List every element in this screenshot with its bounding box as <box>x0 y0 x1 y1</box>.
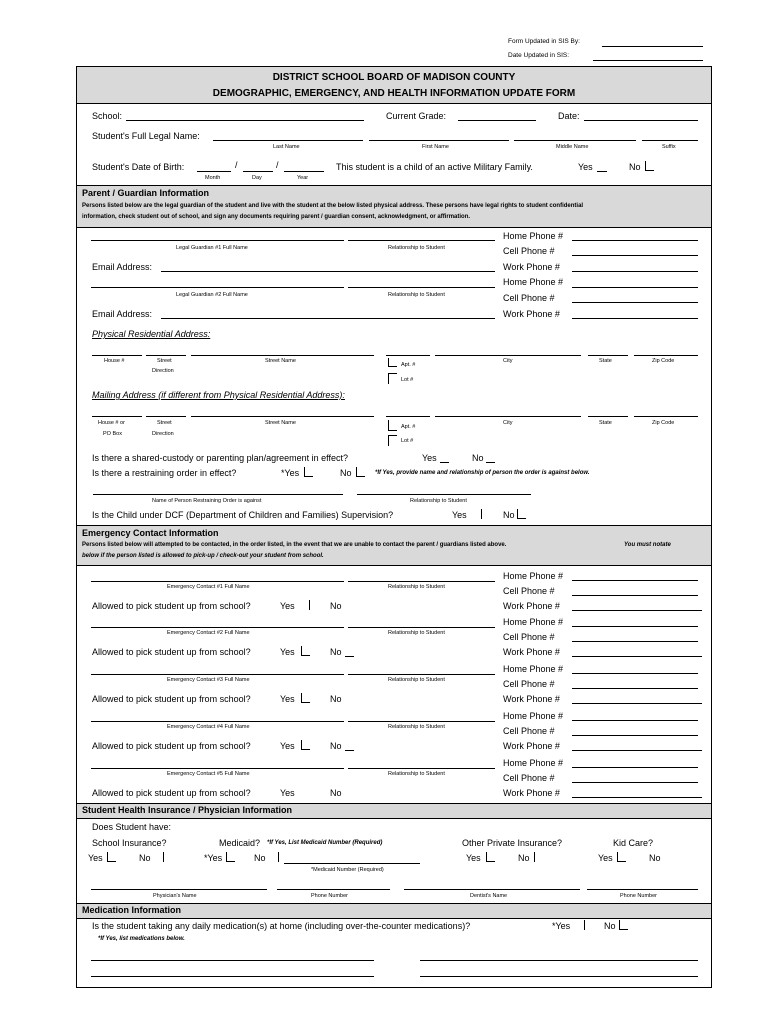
physical-address-heading: Physical Residential Address: <box>92 329 211 339</box>
lot-check[interactable] <box>388 373 397 384</box>
street-caption: Street <box>157 420 172 426</box>
lot-caption: Lot # <box>401 377 414 383</box>
school-field[interactable] <box>126 120 364 121</box>
ec3-name-caption: Emergency Contact #3 Full Name <box>167 677 250 683</box>
ec5-relationship-field[interactable] <box>348 768 495 769</box>
restraining-question: Is there a restraining order in effect? <box>92 468 237 478</box>
month-caption: Month <box>205 175 221 181</box>
mail-street-name-field[interactable] <box>191 416 374 417</box>
ec2-home-phone-field[interactable] <box>572 626 698 627</box>
restraining-note: *If Yes, provide name and relationship of person the order is against below. <box>375 470 590 476</box>
ec3-relationship-field[interactable] <box>348 674 495 675</box>
state-field[interactable] <box>588 355 628 356</box>
ec4-pickup-yes-check[interactable] <box>301 740 310 750</box>
pickup-question: Allowed to pick student up from school? <box>92 647 251 657</box>
custody-no: No <box>472 453 484 463</box>
restraining-no-check[interactable] <box>356 467 365 477</box>
ec1-relationship-field[interactable] <box>348 581 495 582</box>
suffix-field[interactable] <box>642 140 698 141</box>
first-name-caption: First Name <box>422 144 449 150</box>
medication-note: *If Yes, list medications below. <box>98 936 185 942</box>
ec2-cell-phone-field[interactable] <box>572 641 698 642</box>
ec1-pickup-yes-check[interactable] <box>309 600 310 610</box>
mail-zip-field[interactable] <box>634 416 698 417</box>
ec2-relationship-field[interactable] <box>348 627 495 628</box>
header-line1: DISTRICT SCHOOL BOARD OF MADISON COUNTY <box>272 72 516 83</box>
work-phone-label: Work Phone # <box>503 647 560 657</box>
last-name-field[interactable] <box>213 140 363 141</box>
medicaid-label: Medicaid? <box>219 838 261 848</box>
ec3-cell-phone-field[interactable] <box>572 688 698 689</box>
ec3-home-phone-field[interactable] <box>572 673 698 674</box>
physician-caption: Physician's Name <box>153 893 197 899</box>
mail-apt-check[interactable] <box>388 420 397 431</box>
zip-caption: Zip Code <box>652 358 675 364</box>
school-label: School: <box>92 111 123 121</box>
ec2-work-phone-field[interactable] <box>572 656 702 657</box>
lot-caption: Lot # <box>401 438 414 444</box>
school-ins-no-check[interactable] <box>163 852 164 862</box>
zip-field[interactable] <box>634 355 698 356</box>
military-yes: Yes <box>578 162 593 172</box>
middle-name-caption: Middle Name <box>556 144 589 150</box>
work-phone-label: Work Phone # <box>503 788 560 798</box>
parent-notice-1: Persons listed below are the legal guardian of the student and live with the student at the below listed physical address. These persons have legal rights to student confidential <box>82 203 584 209</box>
relationship-caption: Relationship to Student <box>388 292 445 298</box>
school-ins-yes: Yes <box>88 853 103 863</box>
dob-month-field[interactable] <box>197 171 231 172</box>
restraining-name-field[interactable] <box>93 494 343 495</box>
relationship-caption: Relationship to Student <box>388 630 445 636</box>
day-caption: Day <box>252 175 262 181</box>
grade-label: Current Grade: <box>386 111 447 121</box>
cell-phone-label: Cell Phone # <box>503 679 555 689</box>
emergency-notice-2: below if the person listed is allowed to pick-up / check-out your student from school. <box>82 553 324 559</box>
medicaid-no-check[interactable] <box>278 852 279 862</box>
home-phone-label: Home Phone # <box>503 277 564 287</box>
military-label: This student is a child of an active Military Family. <box>336 162 533 172</box>
school-insurance-label: School Insurance? <box>92 838 167 848</box>
dentist-caption: Dentist's Name <box>470 893 508 899</box>
medicaid-yes: *Yes <box>204 853 223 863</box>
pickup-yes: Yes <box>280 601 295 611</box>
legal-name-label: Student's Full Legal Name: <box>92 131 200 141</box>
restraining-yes: *Yes <box>281 468 300 478</box>
mail-street-direction-field[interactable] <box>146 416 186 417</box>
state-caption: State <box>599 358 612 364</box>
private-ins-yes-check[interactable] <box>486 852 495 862</box>
kid-care-no: No <box>649 853 661 863</box>
street-caption: Street <box>157 358 172 364</box>
guardian2-name-field[interactable] <box>91 287 344 288</box>
custody-no-check[interactable] <box>486 462 495 463</box>
medication-no: No <box>604 921 616 931</box>
pickup-yes: Yes <box>280 741 295 751</box>
does-student-have: Does Student have: <box>92 822 172 832</box>
ec5-cell-phone-field[interactable] <box>572 782 698 783</box>
parent-notice-2: information, check student out of school, and sign any documents requiring parent / guardian consent, acknowledgment, or affirmation. <box>82 214 471 220</box>
ec4-cell-phone-field[interactable] <box>572 735 698 736</box>
relationship-caption: Relationship to Student <box>388 771 445 777</box>
dcf-yes-check[interactable] <box>481 509 482 519</box>
school-ins-yes-check[interactable] <box>107 852 116 862</box>
middle-name-field[interactable] <box>514 140 636 141</box>
physician-name-field[interactable] <box>91 889 267 890</box>
medication-question: Is the student taking any daily medication(s) at home (including over-the-counter medications)? <box>92 921 471 931</box>
house-po-caption: House # or <box>98 420 125 426</box>
medication-heading: Medication Information <box>82 905 181 915</box>
medication-line-2[interactable] <box>420 960 698 961</box>
guardian2-relationship-field[interactable] <box>348 287 495 288</box>
ec4-work-phone-field[interactable] <box>572 750 702 751</box>
date-updated-label: Date Updated in SIS: <box>508 52 570 59</box>
ec2-name-field[interactable] <box>91 627 344 628</box>
ec4-home-phone-field[interactable] <box>572 720 698 721</box>
military-yes-check[interactable] <box>597 171 607 172</box>
pickup-question: Allowed to pick student up from school? <box>92 741 251 751</box>
home-phone-label: Home Phone # <box>503 758 564 768</box>
ec1-home-phone-field[interactable] <box>572 580 698 581</box>
ec2-name-caption: Emergency Contact #2 Full Name <box>167 630 250 636</box>
ec1-cell-phone-field[interactable] <box>572 595 698 596</box>
medication-no-check[interactable] <box>619 920 628 930</box>
cell-phone-label: Cell Phone # <box>503 246 555 256</box>
private-ins-no: No <box>518 853 530 863</box>
physician-phone-field[interactable] <box>277 889 390 890</box>
apt-caption: Apt. # <box>401 362 416 368</box>
restraining-no: No <box>340 468 352 478</box>
suffix-caption: Suffix <box>662 144 676 150</box>
restraining-relationship-field[interactable] <box>357 494 531 495</box>
apt-check[interactable] <box>388 358 397 367</box>
parent-heading: Parent / Guardian Information <box>82 188 210 198</box>
medicaid-note: *If Yes, List Medicaid Number (Required) <box>267 840 383 846</box>
street-name-field[interactable] <box>191 355 374 356</box>
ec4-pickup-no-check[interactable] <box>345 750 354 751</box>
emergency-heading: Emergency Contact Information <box>82 528 219 538</box>
medication-line-4[interactable] <box>420 976 698 977</box>
home-phone-label: Home Phone # <box>503 711 564 721</box>
dob-slash: / <box>235 160 238 170</box>
house-field[interactable] <box>92 355 142 356</box>
ec3-work-phone-field[interactable] <box>572 703 702 704</box>
ec3-name-field[interactable] <box>91 674 344 675</box>
first-name-field[interactable] <box>369 140 509 141</box>
dob-year-field[interactable] <box>284 171 324 172</box>
medication-yes-check[interactable] <box>584 920 585 930</box>
pickup-no: No <box>330 647 342 657</box>
kid-care-label: Kid Care? <box>613 838 654 848</box>
dcf-question: Is the Child under DCF (Department of Children and Families) Supervision? <box>92 510 394 520</box>
medication-yes: *Yes <box>552 921 571 931</box>
street-name-caption: Street Name <box>265 358 296 364</box>
header-line2: DEMOGRAPHIC, EMERGENCY, AND HEALTH INFORMATION UPDATE FORM <box>212 88 576 99</box>
date-label: Date: <box>558 111 580 121</box>
pickup-no: No <box>330 694 342 704</box>
home-phone-label: Home Phone # <box>503 571 564 581</box>
year-caption: Year <box>297 175 309 181</box>
pickup-question: Allowed to pick student up from school? <box>92 694 251 704</box>
guardian1-caption: Legal Guardian #1 Full Name <box>176 245 248 251</box>
apt-field[interactable] <box>386 355 430 356</box>
city-field[interactable] <box>435 355 581 356</box>
kid-care-yes: Yes <box>598 853 613 863</box>
pickup-no: No <box>330 788 342 798</box>
email-label: Email Address: <box>92 262 153 272</box>
phone-caption: Phone Number <box>311 893 348 899</box>
medication-line-1[interactable] <box>91 960 374 961</box>
guardian1-name-field[interactable] <box>91 240 344 241</box>
military-no: No <box>629 162 641 172</box>
g1-work-phone-field[interactable] <box>572 271 698 272</box>
restraining-name-caption: Name of Person Restraining Order is against <box>152 498 262 504</box>
emergency-notice-1b: You must notate <box>624 542 671 548</box>
medication-line-3[interactable] <box>91 976 374 977</box>
ec5-name-field[interactable] <box>91 768 344 769</box>
home-phone-label: Home Phone # <box>503 231 564 241</box>
pickup-yes: Yes <box>280 647 295 657</box>
guardian1-relationship-field[interactable] <box>348 240 495 241</box>
school-ins-no: No <box>139 853 151 863</box>
ec5-work-phone-field[interactable] <box>572 797 702 798</box>
relationship-caption: Relationship to Student <box>388 724 445 730</box>
dcf-no-check[interactable] <box>517 509 526 519</box>
relationship-caption: Relationship to Student <box>388 584 445 590</box>
last-name-caption: Last Name <box>273 144 300 150</box>
dentist-name-field[interactable] <box>404 889 580 890</box>
kid-care-yes-check[interactable] <box>617 852 626 862</box>
work-phone-label: Work Phone # <box>503 309 560 319</box>
ec4-relationship-field[interactable] <box>348 721 495 722</box>
g1-email-field[interactable] <box>161 271 495 272</box>
relationship-caption: Relationship to Student <box>410 498 467 504</box>
mail-state-field[interactable] <box>588 416 628 417</box>
direction-caption: Direction <box>152 431 174 437</box>
g2-home-phone-field[interactable] <box>572 287 698 288</box>
mail-city-field[interactable] <box>435 416 581 417</box>
emergency-notice-1: Persons listed below will attempted to be contacted, in the order listed, in the event that we are unable to contact the parent / guardians listed above. <box>82 542 507 548</box>
ec5-home-phone-field[interactable] <box>572 767 698 768</box>
dob-day-field[interactable] <box>243 171 273 172</box>
apt-caption: Apt. # <box>401 424 416 430</box>
cell-phone-label: Cell Phone # <box>503 773 555 783</box>
ec3-pickup-yes-check[interactable] <box>301 693 310 703</box>
state-caption: State <box>599 420 612 426</box>
pickup-yes: Yes <box>280 788 295 798</box>
ec1-name-field[interactable] <box>91 581 344 582</box>
pickup-question: Allowed to pick student up from school? <box>92 788 251 798</box>
date-updated-field[interactable] <box>593 60 703 61</box>
medicaid-yes-check[interactable] <box>226 852 235 862</box>
guardian2-caption: Legal Guardian #2 Full Name <box>176 292 248 298</box>
ec5-name-caption: Emergency Contact #5 Full Name <box>167 771 250 777</box>
pickup-no: No <box>330 741 342 751</box>
form-updated-label: Form Updated in SIS By: <box>508 38 580 45</box>
medicaid-no: No <box>254 853 266 863</box>
cell-phone-label: Cell Phone # <box>503 586 555 596</box>
ec1-name-caption: Emergency Contact #1 Full Name <box>167 584 250 590</box>
grade-field[interactable] <box>458 120 536 121</box>
date-field[interactable] <box>584 120 698 121</box>
street-name-caption: Street Name <box>265 420 296 426</box>
po-box-caption: PO Box <box>103 431 122 437</box>
zip-caption: Zip Code <box>652 420 675 426</box>
ec1-work-phone-field[interactable] <box>572 610 702 611</box>
restraining-yes-check[interactable] <box>304 467 313 477</box>
dcf-no: No <box>503 510 515 520</box>
dob-slash: / <box>276 160 279 170</box>
ec2-pickup-yes-check[interactable] <box>301 646 310 656</box>
custody-yes-check[interactable] <box>440 462 449 463</box>
military-no-check[interactable] <box>645 161 654 171</box>
custody-question: Is there a shared-custody or parenting plan/agreement in effect? <box>92 453 348 463</box>
pickup-yes: Yes <box>280 694 295 704</box>
g1-home-phone-field[interactable] <box>572 240 698 241</box>
form-updated-field[interactable] <box>602 46 703 47</box>
ec4-name-field[interactable] <box>91 721 344 722</box>
work-phone-label: Work Phone # <box>503 694 560 704</box>
medicaid-number-caption: *Medicaid Number (Required) <box>311 867 384 873</box>
work-phone-label: Work Phone # <box>503 741 560 751</box>
relationship-caption: Relationship to Student <box>388 245 445 251</box>
work-phone-label: Work Phone # <box>503 601 560 611</box>
g2-work-phone-field[interactable] <box>572 318 698 319</box>
mail-apt-field[interactable] <box>386 416 430 417</box>
dentist-phone-field[interactable] <box>587 889 698 890</box>
private-ins-yes: Yes <box>466 853 481 863</box>
pickup-question: Allowed to pick student up from school? <box>92 601 251 611</box>
city-caption: City <box>503 420 513 426</box>
mail-house-field[interactable] <box>92 416 142 417</box>
pickup-no: No <box>330 601 342 611</box>
ec4-name-caption: Emergency Contact #4 Full Name <box>167 724 250 730</box>
g1-cell-phone-field[interactable] <box>572 255 698 256</box>
mail-lot-check[interactable] <box>388 435 397 446</box>
house-caption: House # <box>104 358 125 364</box>
home-phone-label: Home Phone # <box>503 617 564 627</box>
street-direction-field[interactable] <box>146 355 186 356</box>
email-label: Email Address: <box>92 309 153 319</box>
cell-phone-label: Cell Phone # <box>503 726 555 736</box>
direction-caption: Direction <box>152 368 174 374</box>
health-heading: Student Health Insurance / Physician Information <box>82 805 293 815</box>
other-insurance-label: Other Private Insurance? <box>462 838 563 848</box>
ec2-pickup-no-check[interactable] <box>345 656 354 657</box>
medicaid-number-field[interactable] <box>284 863 420 864</box>
g2-email-field[interactable] <box>161 318 495 319</box>
relationship-caption: Relationship to Student <box>388 677 445 683</box>
home-phone-label: Home Phone # <box>503 664 564 674</box>
mailing-address-heading: Mailing Address (if different from Physical Residential Address): <box>92 390 345 400</box>
work-phone-label: Work Phone # <box>503 262 560 272</box>
phone-caption: Phone Number <box>620 893 657 899</box>
private-ins-no-check[interactable] <box>534 852 535 862</box>
custody-yes: Yes <box>422 453 437 463</box>
dob-label: Student's Date of Birth: <box>92 162 185 172</box>
dcf-yes: Yes <box>452 510 467 520</box>
g2-cell-phone-field[interactable] <box>572 302 698 303</box>
cell-phone-label: Cell Phone # <box>503 632 555 642</box>
cell-phone-label: Cell Phone # <box>503 293 555 303</box>
city-caption: City <box>503 358 513 364</box>
